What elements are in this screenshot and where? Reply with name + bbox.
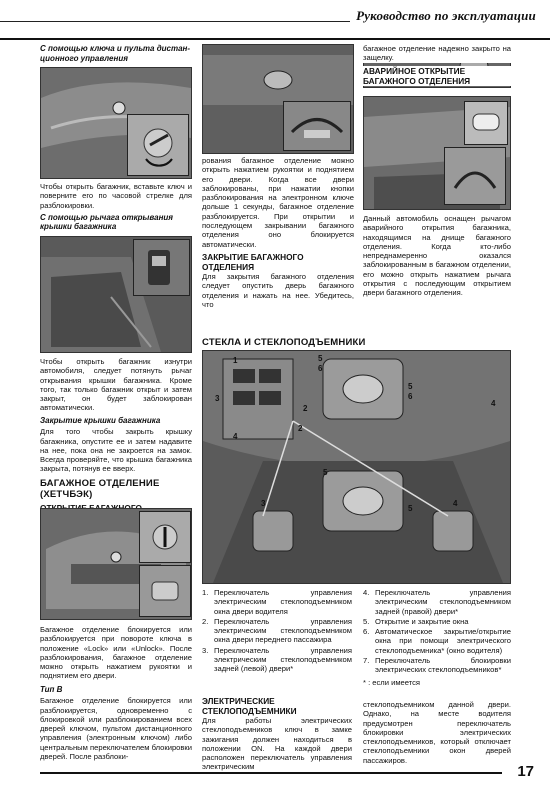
callout-label: 2 <box>298 424 303 433</box>
callout-label: 1 <box>233 356 238 365</box>
list-text: Открытие и закрытие окна <box>375 616 469 626</box>
paragraph: Багажное отделение блокируется или разблокируется, одновременно с блокировкой или разблокированием всех дверей ключом, пультом дистанционного управления (электронным ключом) либо центральным переключателем блокировки дверей. После разблоки- <box>40 696 192 762</box>
list-item <box>363 588 511 616</box>
list-item <box>202 617 352 645</box>
top-rule <box>0 38 550 40</box>
callout-label: 6 <box>318 364 323 373</box>
heading-electric-windows: ЭЛЕКТРИЧЕСКИЕ СТЕКЛОПОДЪЕМНИКИ <box>202 696 297 716</box>
heading-hatchback: БАГАЖНОЕ ОТДЕЛЕНИЕ (ХЕТЧБЭК) <box>40 477 160 500</box>
window-switches-photo <box>202 350 511 584</box>
header-rule <box>0 21 350 22</box>
emergency-lever-photo <box>363 96 511 210</box>
paragraph: Для того чтобы закрыть крышку багажника, опустите ее и затем надавите на нее, пока она не закроется на замок. Всегда проверяйте, что крышка багажника закрыта, потянув ее вверх. <box>40 427 192 474</box>
list-item <box>202 588 352 616</box>
footnote: * : если имеется <box>363 677 421 687</box>
list-text: Переключатель управления электрическим стеклоподъемником окна двери водителя <box>214 588 352 616</box>
callout-label: 5 <box>318 354 323 363</box>
heading-closing-trunk: ЗАКРЫТИЕ БАГАЖНОГО ОТДЕЛЕНИЯ <box>202 251 304 272</box>
callout-label: 4 <box>453 499 458 508</box>
column-1-b <box>40 182 192 234</box>
column-3-top <box>363 44 511 66</box>
paragraph: стеклоподъемником данной двери. Однако, на месте водителя предусмотрен переключатель блокировки электрических стеклоподъемников, который отключает стеклоподъемники окон дверей пассажиров. <box>363 700 511 765</box>
windows-heading-block <box>202 337 512 348</box>
column-3 <box>363 66 511 86</box>
callout-label: 4 <box>233 432 238 441</box>
electric-windows-right <box>363 700 511 768</box>
subheading-closing: Закрытие крышки багажника <box>40 415 161 425</box>
paragraph: Для закрытия багажного отделения следует опустить дверь багажного отделения и нажать на нее. Убедитесь, что <box>202 271 354 309</box>
list-text: Переключатель блокировки электрических стеклоподъемников* <box>375 656 511 675</box>
windows-list-left <box>202 588 352 675</box>
list-item <box>202 646 352 674</box>
bottom-rule <box>40 772 502 774</box>
page-number: 17 <box>517 763 534 780</box>
list-number: 1. <box>202 588 209 597</box>
callout-label: 5 <box>408 504 413 513</box>
list-number: 6. <box>363 627 370 637</box>
header-title: Руководство по эксплуатации <box>356 8 536 23</box>
trunk-lever-photo <box>40 236 192 353</box>
subheading-key-remote: С помощью ключа и пульта дистан- ционного управления <box>40 44 191 63</box>
label-type-b: Тип В <box>40 684 63 694</box>
list-item <box>363 617 511 626</box>
list-text: Переключатель управления электрическим стеклоподъемником задней (левой) двери* <box>214 645 352 674</box>
paragraph: Чтобы открыть багажник изнутри автомобиля, следует потянуть рычаг открывания крышки багажника. Кроме того, так только багажник открыт и затем закрыт, он будет заблокирован автоматически. <box>40 357 192 413</box>
lock-inset-bottom <box>139 565 191 617</box>
windows-list-right <box>363 588 511 687</box>
callout-label: 6 <box>408 392 413 401</box>
list-text: Переключатель управления электрическим стеклоподъемником задней (правой) двери* <box>375 588 511 616</box>
hatch-door-photo <box>202 44 354 154</box>
list-number: 5. <box>363 616 370 626</box>
paragraph: Чтобы открыть багажник, вставьте ключ и поверните его по часовой стрелке для разблокировки. <box>40 182 192 210</box>
lever-handle-inset <box>464 101 508 145</box>
handle-inset <box>283 101 351 151</box>
column-3-b <box>363 214 511 301</box>
heading-emergency: АВАРИЙНОЕ ОТКРЫТИЕ БАГАЖНОГО ОТДЕЛЕНИЯ <box>363 66 511 86</box>
trunk-key-photo <box>40 67 192 179</box>
lever-inset <box>133 239 190 296</box>
electric-windows-left <box>202 696 352 775</box>
column-2 <box>202 156 354 312</box>
callout-label: 3 <box>215 394 220 403</box>
list-number: 4. <box>363 588 370 597</box>
column-1 <box>40 44 192 65</box>
paragraph: Багажное отделение блокируется или разблокируется при повороте ключа в положение «Lock» или «Unlock». После разблокирования, багажное отделение можно открыть нажатием рукоятки и поднятием его двери. <box>40 625 192 681</box>
paragraph: Данный автомобиль оснащен рычагом аварийного открытия багажника, находящимся на днище багажного отделения. Когда кто-либо непреднамеренно оказался заблокированным в багажном отделении, его можно открыть нажатием рычага открытия с последующим открытием двери багажного отделения. <box>363 214 511 298</box>
page-header <box>0 8 550 38</box>
list-number: 3. <box>202 645 209 655</box>
column-1-d <box>40 625 192 764</box>
heading-windows: СТЕКЛА И СТЕКЛОПОДЪЕМНИКИ <box>202 337 366 348</box>
callout-label: 4 <box>491 399 496 408</box>
lock-inset-top <box>139 511 191 563</box>
list-number: 2. <box>202 616 209 626</box>
list-number: 7. <box>363 656 370 666</box>
subheading-lever: С помощью рычага открывания крышки багажника <box>40 212 173 232</box>
paragraph: Для работы электрических стеклоподъемников ключ в замке зажигания должен находиться в положении ON. На каждой двери расположен переключатель управления электрическим <box>202 716 352 772</box>
list-text: Переключатель управления электрическим стеклоподъемником окна двери переднего пассажира <box>214 616 352 645</box>
callout-label: 5 <box>323 468 328 477</box>
list-text: Автоматическое закрытие/открытие окна при помощи электрического стеклоподъемника* (окно водителя) <box>375 627 511 655</box>
callout-label: 5 <box>408 382 413 391</box>
list-item <box>363 627 511 655</box>
lever-closeup-inset <box>444 147 506 205</box>
callout-label: 3 <box>261 499 266 508</box>
paragraph: багажное отделение надежно закрыто на защелку. <box>363 44 511 63</box>
hatchback-photo <box>40 508 192 620</box>
list-item <box>363 656 511 675</box>
callout-label: 2 <box>303 404 308 413</box>
key-inset <box>127 114 189 176</box>
paragraph: рования багажное отделение можно открыть нажатием рукоятки и поднятием его двери. Когда все двери заблокированы, при нажатии кнопки разблокирования на электронном ключе дольше 1 секунды, багажное отделение разблокируется. При открытии и последующем закрывании багажного отделения оно блокируется автоматически. <box>202 156 354 249</box>
